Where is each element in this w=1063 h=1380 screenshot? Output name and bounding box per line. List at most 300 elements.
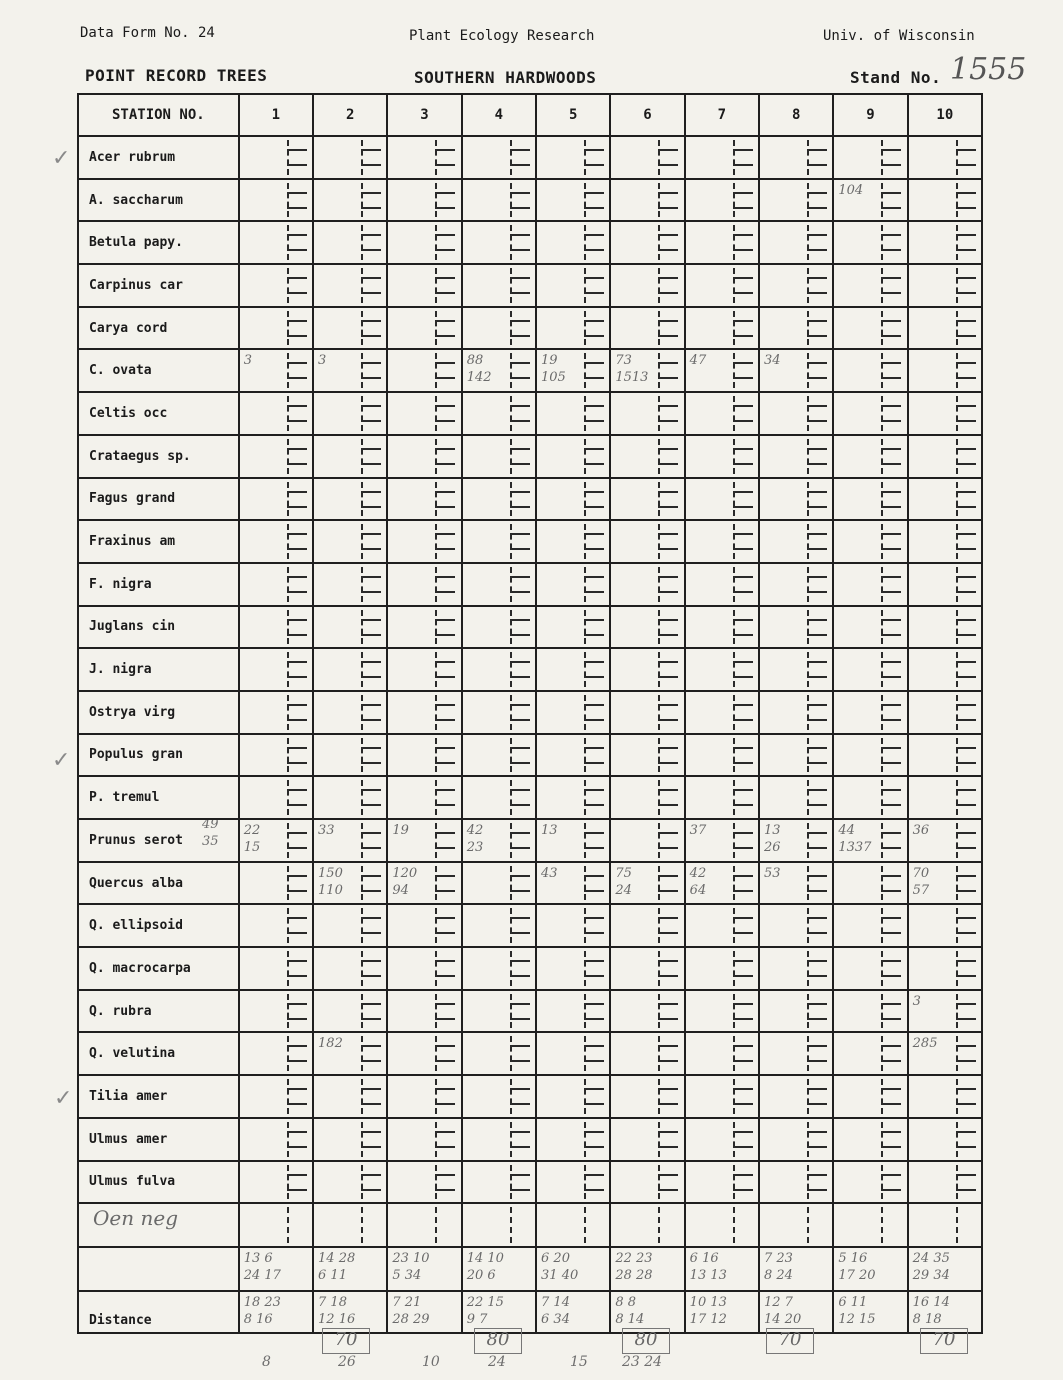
- record-cell: [610, 478, 684, 521]
- check-mark-icon: ✓: [54, 1086, 73, 1111]
- record-cell: [462, 606, 536, 649]
- species-name: Carya cord: [78, 307, 239, 350]
- handwritten-entry: 13 26: [764, 823, 781, 855]
- handwritten-entry: 19: [392, 823, 409, 838]
- record-cell: [239, 1203, 313, 1247]
- record-cell: [239, 179, 313, 222]
- record-cell: [536, 1075, 610, 1118]
- handwritten-entry: 22 15 9 7: [466, 1295, 504, 1328]
- bottom-note: 8: [262, 1354, 271, 1370]
- record-cell: [685, 264, 759, 307]
- record-cell: [313, 349, 387, 392]
- handwritten-entry: 120 94: [392, 865, 418, 898]
- boxed-total: 70: [920, 1328, 968, 1354]
- handwritten-entry: 43: [541, 865, 558, 881]
- record-cell: [610, 179, 684, 222]
- record-cell: [462, 349, 536, 392]
- record-cell: [462, 136, 536, 179]
- record-cell: [685, 1075, 759, 1118]
- record-cell: [759, 691, 833, 734]
- record-cell: [239, 1161, 313, 1204]
- handwritten-entry: 7 14 6 34: [541, 1295, 570, 1328]
- record-cell: [387, 1203, 461, 1247]
- record-cell: [536, 819, 610, 862]
- distance-cell: [313, 1291, 387, 1333]
- record-cell: [239, 1075, 313, 1118]
- record-cell: [610, 1161, 684, 1204]
- record-title: POINT RECORD TREES: [85, 66, 268, 85]
- record-cell: [833, 221, 907, 264]
- measurement-cell: [908, 1247, 982, 1291]
- record-cell: [759, 136, 833, 179]
- handwritten-entry: 8 8 8 14: [615, 1295, 645, 1328]
- species-name: Fraxinus am: [78, 520, 239, 563]
- species-name: P. tremul: [78, 776, 239, 819]
- record-cell: [536, 435, 610, 478]
- record-cell: [239, 606, 313, 649]
- record-cell: [685, 819, 759, 862]
- handwritten-entry: 42 23: [466, 823, 484, 855]
- record-cell: [536, 734, 610, 777]
- record-cell: [462, 862, 536, 905]
- record-cell: [833, 1075, 907, 1118]
- distance-cell: [536, 1291, 610, 1333]
- record-cell: [462, 819, 536, 862]
- handwritten-entry: 12 7 14 20: [764, 1295, 802, 1328]
- record-cell: [313, 264, 387, 307]
- species-name: Fagus grand: [78, 478, 239, 521]
- record-cell: [239, 307, 313, 350]
- bottom-note: 24: [488, 1354, 506, 1370]
- record-cell: [908, 520, 982, 563]
- record-cell: [536, 307, 610, 350]
- record-cell: [833, 734, 907, 777]
- record-cell: [833, 392, 907, 435]
- record-cell: [610, 862, 684, 905]
- record-cell: [239, 734, 313, 777]
- record-cell: [462, 221, 536, 264]
- record-cell: [462, 307, 536, 350]
- species-name: Acer rubrum: [78, 136, 239, 179]
- distance-label: Distance: [78, 1291, 239, 1333]
- handwritten-entry: 13: [541, 823, 558, 838]
- handwritten-entry: 16 14 8 18: [912, 1295, 950, 1328]
- record-cell: [685, 392, 759, 435]
- record-cell: [313, 307, 387, 350]
- record-cell: [610, 819, 684, 862]
- record-cell: [759, 606, 833, 649]
- record-cell: [313, 1075, 387, 1118]
- record-cell: [462, 1032, 536, 1075]
- species-name: Ostrya virg: [78, 691, 239, 734]
- record-cell: [313, 904, 387, 947]
- record-cell: [759, 179, 833, 222]
- handwritten-entry: 3: [243, 353, 252, 369]
- record-cell: [833, 904, 907, 947]
- record-cell: [536, 349, 610, 392]
- record-cell: [610, 392, 684, 435]
- record-cell: [387, 819, 461, 862]
- record-cell: [759, 520, 833, 563]
- boxed-total: 70: [766, 1328, 814, 1354]
- record-cell: [387, 221, 461, 264]
- record-cell: [536, 1203, 610, 1247]
- station-number: 9: [833, 94, 907, 136]
- record-cell: [685, 691, 759, 734]
- handwritten-entry: 6 20 31 40: [541, 1251, 579, 1284]
- record-cell: [387, 606, 461, 649]
- station-header: STATION NO.: [78, 94, 239, 136]
- species-name: Ulmus fulva: [78, 1161, 239, 1204]
- measurement-cell: [759, 1247, 833, 1291]
- bottom-note: 10: [422, 1354, 440, 1370]
- blank-label: [78, 1247, 239, 1291]
- record-cell: [759, 392, 833, 435]
- bottom-note: 26: [338, 1354, 356, 1370]
- record-cell: [833, 136, 907, 179]
- species-name: Juglans cin: [78, 606, 239, 649]
- measurement-cell: [685, 1247, 759, 1291]
- record-cell: [685, 1032, 759, 1075]
- record-cell: [908, 349, 982, 392]
- record-cell: [833, 478, 907, 521]
- record-cell: [908, 648, 982, 691]
- forest-type: SOUTHERN HARDWOODS: [414, 68, 597, 87]
- record-cell: [908, 264, 982, 307]
- record-cell: [387, 947, 461, 990]
- record-cell: [685, 734, 759, 777]
- record-cell: [759, 990, 833, 1033]
- species-name: Celtis occ: [78, 392, 239, 435]
- record-cell: [908, 1203, 982, 1247]
- record-cell: [462, 392, 536, 435]
- record-cell: [387, 435, 461, 478]
- record-cell: [387, 136, 461, 179]
- measurement-cell: [536, 1247, 610, 1291]
- record-cell: [462, 691, 536, 734]
- distance-cell: [610, 1291, 684, 1333]
- record-cell: [833, 1118, 907, 1161]
- record-cell: [759, 1118, 833, 1161]
- record-cell: [239, 136, 313, 179]
- handwritten-entry: 7 21 28 29: [392, 1295, 430, 1328]
- record-cell: [387, 862, 461, 905]
- record-cell: [908, 563, 982, 606]
- record-cell: [313, 648, 387, 691]
- station-number: 5: [536, 94, 610, 136]
- record-cell: [462, 1118, 536, 1161]
- distance-cell: [387, 1291, 461, 1333]
- distance-cell: [462, 1291, 536, 1333]
- record-cell: [462, 478, 536, 521]
- handwritten-entry: 5 16 17 20: [838, 1251, 876, 1284]
- handwritten-entry: 7 23 8 24: [764, 1251, 793, 1284]
- margin-note-prunus: 49 35: [202, 817, 219, 849]
- record-cell: [833, 691, 907, 734]
- record-cell: [759, 563, 833, 606]
- record-cell: [239, 691, 313, 734]
- handwritten-entry: 22 23 28 28: [615, 1251, 653, 1284]
- record-cell: [387, 691, 461, 734]
- record-cell: [239, 1032, 313, 1075]
- record-cell: [833, 179, 907, 222]
- station-number: 2: [313, 94, 387, 136]
- record-cell: [462, 947, 536, 990]
- species-name: Prunus serot: [78, 819, 239, 862]
- record-cell: [759, 776, 833, 819]
- measurement-cell: [610, 1247, 684, 1291]
- record-cell: [610, 947, 684, 990]
- record-cell: [313, 862, 387, 905]
- university: Univ. of Wisconsin: [823, 28, 975, 44]
- record-cell: [387, 307, 461, 350]
- record-cell: [536, 392, 610, 435]
- record-cell: [313, 1203, 387, 1247]
- station-number: 8: [759, 94, 833, 136]
- handwritten-entry: 6 16 13 13: [689, 1251, 727, 1284]
- record-cell: [536, 221, 610, 264]
- record-cell: [610, 691, 684, 734]
- record-cell: [387, 1118, 461, 1161]
- handwritten-entry: 13 6 24 17: [243, 1251, 281, 1284]
- handwritten-entry: 22 15: [243, 823, 261, 855]
- tree-record-table: [77, 93, 983, 1334]
- record-cell: [239, 819, 313, 862]
- record-cell: [462, 990, 536, 1033]
- species-name: Crataegus sp.: [78, 435, 239, 478]
- record-cell: [685, 862, 759, 905]
- record-cell: [908, 947, 982, 990]
- record-cell: [387, 1075, 461, 1118]
- record-cell: [833, 1161, 907, 1204]
- handwritten-entry: 37: [689, 823, 707, 838]
- record-cell: [685, 1118, 759, 1161]
- handwritten-entry: 3: [912, 993, 921, 1009]
- record-cell: [536, 136, 610, 179]
- record-cell: [759, 221, 833, 264]
- species-name: Betula papy.: [78, 221, 239, 264]
- record-cell: [387, 264, 461, 307]
- handwritten-entry: 104: [838, 182, 864, 198]
- record-cell: [908, 478, 982, 521]
- record-cell: [387, 1032, 461, 1075]
- station-number: 3: [387, 94, 461, 136]
- record-cell: [462, 435, 536, 478]
- record-cell: [833, 1203, 907, 1247]
- record-cell: [387, 904, 461, 947]
- record-cell: [610, 904, 684, 947]
- distance-cell: [685, 1291, 759, 1333]
- distance-cell: [759, 1291, 833, 1333]
- record-cell: [908, 776, 982, 819]
- record-cell: [313, 478, 387, 521]
- species-name: C. ovata: [78, 349, 239, 392]
- record-cell: [908, 392, 982, 435]
- record-cell: [313, 1118, 387, 1161]
- measurement-cell: [462, 1247, 536, 1291]
- record-cell: [685, 221, 759, 264]
- record-cell: [833, 862, 907, 905]
- measurement-cell: [239, 1247, 313, 1291]
- record-cell: [313, 691, 387, 734]
- record-cell: [759, 1161, 833, 1204]
- record-cell: [313, 734, 387, 777]
- record-cell: [685, 435, 759, 478]
- record-cell: [239, 478, 313, 521]
- boxed-total: 70: [322, 1328, 370, 1354]
- record-cell: [313, 563, 387, 606]
- record-cell: [833, 435, 907, 478]
- record-cell: [536, 648, 610, 691]
- record-cell: [239, 563, 313, 606]
- record-cell: [313, 819, 387, 862]
- record-cell: [536, 606, 610, 649]
- record-cell: [536, 691, 610, 734]
- record-cell: [908, 1161, 982, 1204]
- record-cell: [908, 1118, 982, 1161]
- record-cell: [387, 776, 461, 819]
- record-cell: [610, 1075, 684, 1118]
- record-cell: [536, 1118, 610, 1161]
- record-cell: [610, 136, 684, 179]
- record-cell: [462, 648, 536, 691]
- boxed-total: 80: [474, 1328, 522, 1354]
- record-cell: [536, 179, 610, 222]
- species-name: F. nigra: [78, 563, 239, 606]
- check-mark-icon: ✓: [52, 748, 71, 773]
- record-cell: [462, 264, 536, 307]
- record-cell: [462, 1075, 536, 1118]
- bottom-note: 15: [570, 1354, 588, 1370]
- record-cell: [759, 1032, 833, 1075]
- record-cell: [610, 520, 684, 563]
- record-cell: [610, 648, 684, 691]
- handwritten-entry: 53: [764, 865, 781, 881]
- handwritten-entry: 19 105: [541, 353, 566, 386]
- record-cell: [536, 776, 610, 819]
- record-cell: [833, 520, 907, 563]
- record-cell: [610, 307, 684, 350]
- record-cell: [685, 349, 759, 392]
- record-cell: [239, 1118, 313, 1161]
- record-cell: [833, 648, 907, 691]
- handwritten-entry: 42 64: [689, 865, 707, 898]
- station-number: 7: [685, 94, 759, 136]
- record-cell: [313, 606, 387, 649]
- record-cell: [685, 1203, 759, 1247]
- record-cell: [239, 862, 313, 905]
- stand-label: Stand No.: [850, 68, 942, 87]
- record-cell: [536, 478, 610, 521]
- record-cell: [759, 819, 833, 862]
- handwritten-entry: 14 28 6 11: [318, 1251, 356, 1284]
- record-cell: [313, 990, 387, 1033]
- record-cell: [313, 136, 387, 179]
- record-cell: [610, 1032, 684, 1075]
- record-cell: [462, 1203, 536, 1247]
- record-cell: [685, 563, 759, 606]
- record-cell: [313, 947, 387, 990]
- record-cell: [387, 349, 461, 392]
- record-cell: [908, 990, 982, 1033]
- record-cell: [908, 819, 982, 862]
- handwritten-entry: 150 110: [318, 865, 343, 898]
- record-cell: [833, 1032, 907, 1075]
- record-cell: [313, 392, 387, 435]
- measurement-cell: [313, 1247, 387, 1291]
- measurement-cell: [387, 1247, 461, 1291]
- record-cell: [313, 179, 387, 222]
- distance-cell: [833, 1291, 907, 1333]
- record-cell: [536, 264, 610, 307]
- record-cell: [239, 392, 313, 435]
- record-cell: [610, 563, 684, 606]
- record-cell: [908, 435, 982, 478]
- bottom-note: 23 24: [622, 1354, 663, 1370]
- station-number: 10: [908, 94, 982, 136]
- species-name: Q. velutina: [78, 1032, 239, 1075]
- record-cell: [462, 179, 536, 222]
- station-number: 1: [239, 94, 313, 136]
- record-cell: [239, 435, 313, 478]
- record-cell: [239, 904, 313, 947]
- record-cell: [685, 990, 759, 1033]
- record-cell: [387, 734, 461, 777]
- handwritten-entry: 6 11 12 15: [838, 1295, 876, 1328]
- record-cell: [239, 520, 313, 563]
- record-cell: [239, 947, 313, 990]
- handwritten-note: Oen neg: [93, 1206, 178, 1231]
- record-cell: [759, 1203, 833, 1247]
- record-cell: [610, 349, 684, 392]
- record-cell: [908, 136, 982, 179]
- record-cell: [610, 1118, 684, 1161]
- handwritten-entry: 182: [318, 1036, 343, 1052]
- record-cell: [536, 520, 610, 563]
- record-cell: [610, 1203, 684, 1247]
- boxed-total: 80: [622, 1328, 670, 1354]
- record-cell: [759, 862, 833, 905]
- handwritten-entry: 33: [318, 823, 335, 838]
- record-cell: [313, 221, 387, 264]
- species-name: Q. macrocarpa: [78, 947, 239, 990]
- record-cell: [462, 520, 536, 563]
- distance-cell: [908, 1291, 982, 1333]
- record-cell: [908, 734, 982, 777]
- record-cell: [610, 776, 684, 819]
- record-cell: [908, 1075, 982, 1118]
- record-cell: [536, 1161, 610, 1204]
- record-cell: [536, 947, 610, 990]
- record-cell: [685, 520, 759, 563]
- record-cell: [462, 1161, 536, 1204]
- record-cell: [908, 1032, 982, 1075]
- species-name: J. nigra: [78, 648, 239, 691]
- record-cell: [685, 947, 759, 990]
- record-cell: [833, 819, 907, 862]
- handwritten-entry: 10 13 17 12: [689, 1295, 727, 1328]
- record-cell: [610, 435, 684, 478]
- handwritten-entry: 73 1513: [615, 353, 649, 386]
- record-cell: [833, 947, 907, 990]
- record-cell: [313, 1032, 387, 1075]
- record-cell: [759, 648, 833, 691]
- record-cell: [387, 520, 461, 563]
- record-cell: [833, 349, 907, 392]
- record-cell: [387, 392, 461, 435]
- distance-cell: [239, 1291, 313, 1333]
- species-name: Quercus alba: [78, 862, 239, 905]
